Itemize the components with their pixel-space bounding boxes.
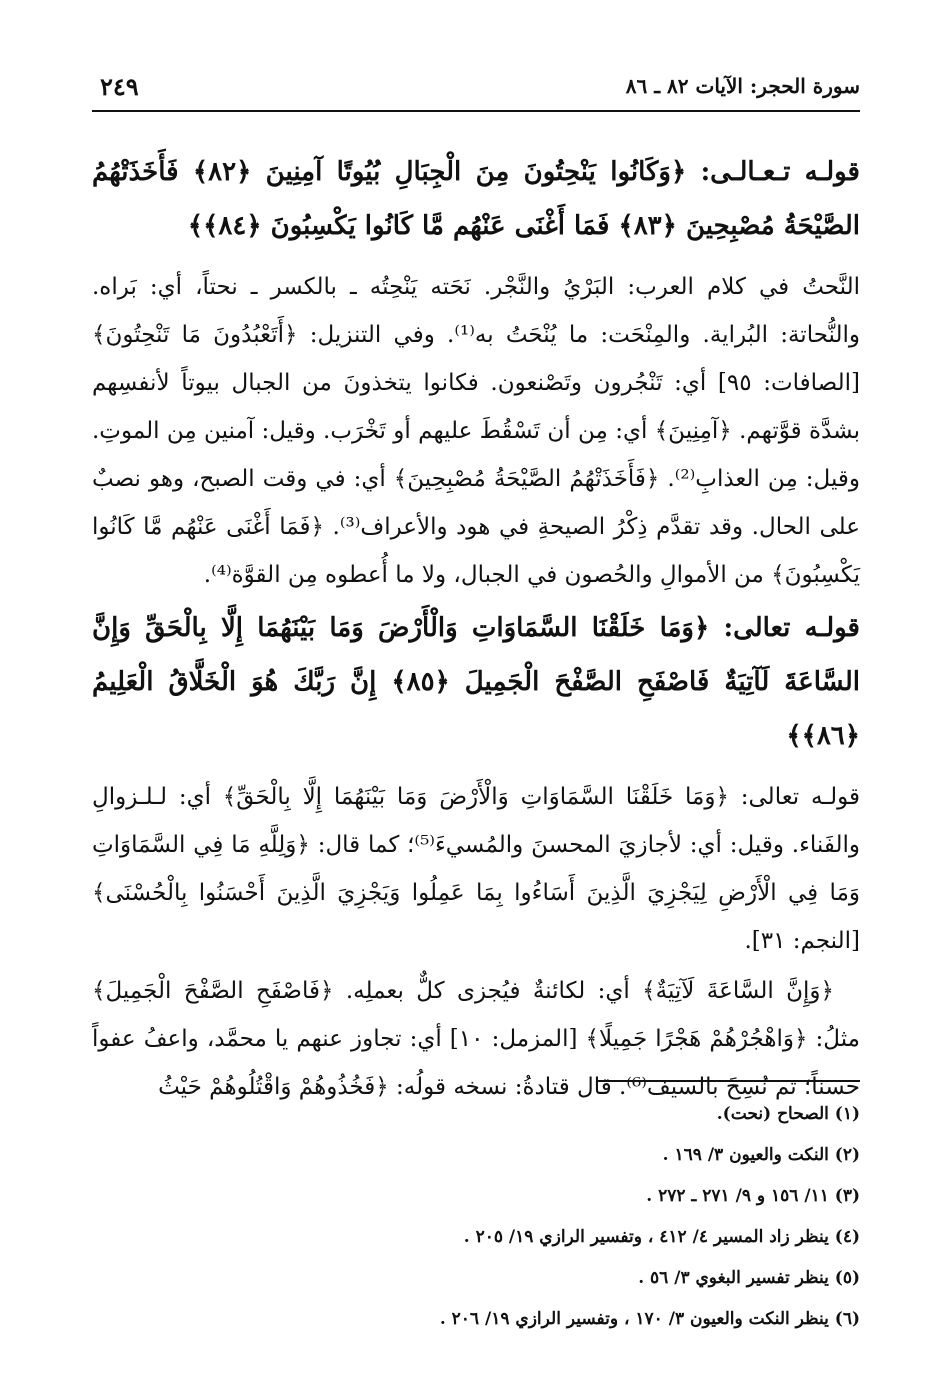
commentary-paragraph: النَّحتُ في كلام العرب: البَرْيُ والنَّجْر. نَحَته يَنْحِتُه ـ بالكسر ـ نحتاً، أي: بَراه. والنُّحاتة: البُراية. والمِنْحَت: ما يُنْحَتُ به⁽¹⁾. وفي التنزيل: ﴿أَتَعْبُدُونَ مَا تَنْحِتُونَ﴾ [الصافات: ٩٥] أي: تَنْجُرون وتَصْنعون. فكانوا يتخذونَ من الجبال بيوتاً لأنفسِهم بشدَّة قوَّتهم. ﴿آمِنِينَ﴾ أي: مِن أن تَسْقُطَ عليهم أو تَخْرَب. وقيل: آمنين مِن الموتِ. وقيل: مِن العذابِ⁽²⁾. ﴿فَأَخَذَتْهُمُ الصَّيْحَةُ مُصْبِحِينَ﴾ أي: في وقت الصبح، وهو نصبٌ على الحال. وقد تقدَّم ذِكْرُ الصيحةِ في هود والأعراف⁽³⁾. ﴿فَمَا أَغْنَى عَنْهُم مَّا كَانُوا يَكْسِبُونَ﴾ من الأموالِ والحُصون في الجبال، ولا ما أُعطوه مِن القوَّة⁽⁴⁾. <box>92 274 861 588</box>
footnote-item: (٦) ينظر النكت والعيون ٣/ ١٧٠ ، وتفسير الرازي ١٩/ ٢٠٦ . <box>439 1309 860 1329</box>
footnote-item: (٣) ١١/ ١٥٦ و ٩/ ٢٧١ ـ ٢٧٢ . <box>646 1186 860 1206</box>
verse-text: ﴿وَكَانُوا يَنْحِتُونَ مِنَ الْجِبَالِ بُيُوتًا آمِنِينَ ﴿٨٢﴾ فَأَخَذَتْهُمُ الصَّيْحَةُ مُصْبِحِينَ ﴿٨٣﴾ فَمَا أَغْنَى عَنْهُم مَّا كَانُوا يَكْسِبُونَ ﴿٨٤﴾﴾ <box>92 157 860 241</box>
footnote-item: (٥) ينظر تفسير البغوي ٣/ ٥٦ . <box>638 1268 860 1288</box>
verse-block-85-86 <box>92 601 860 763</box>
footnote-item: (٤) ينظر زاد المسير ٤/ ٤١٢ ، وتفسير الرازي ١٩/ ٢٠٥ . <box>463 1227 860 1247</box>
page-number: ٢٤٩ <box>100 72 139 101</box>
verse-text: ﴿وَمَا خَلَقْنَا السَّمَاوَاتِ وَالْأَرْضَ وَمَا بَيْنَهُمَا إِلَّا بِالْحَقِّ وَإِنَّ السَّاعَةَ لَآتِيَةٌ فَاصْفَحِ الصَّفْحَ الْجَمِيلَ ﴿٨٥﴾ إِنَّ رَبَّكَ هُوَ الْخَلَّاقُ الْعَلِيمُ ﴿٨٦﴾﴾ <box>92 613 860 751</box>
verse-block-82-84 <box>92 145 860 253</box>
verse-lead: قولـه تعالى: <box>723 613 860 643</box>
running-head: سورة الحجر: الآيات ٨٢ ـ ٨٦ <box>625 74 860 98</box>
footnote-item: (١) الصحاح (نحت). <box>716 1104 860 1124</box>
verse-lead: قولـه تـعـالـى: <box>700 157 860 187</box>
footnote-separator <box>598 1080 860 1082</box>
footnotes-list <box>92 1094 860 1340</box>
commentary-paragraph: قولـه تعالى: ﴿وَمَا خَلَقْنَا السَّمَاوَاتِ وَالْأَرْضَ وَمَا بَيْنَهُمَا إِلَّا بِالْحَقِّ﴾ أي: لـلـزوالِ والفَناء. وقيل: أي: لأجازيَ المحسنَ والمُسيءَ⁽⁵⁾؛ كما قال: ﴿وَلِلَّهِ مَا فِي السَّمَاوَاتِ وَمَا فِي الْأَرْضِ لِيَجْزِيَ الَّذِينَ أَسَاءُوا بِمَا عَمِلُوا وَيَجْزِيَ الَّذِينَ أَحْسَنُوا بِالْحُسْنَى﴾ [النجم: ٣١]. <box>92 784 860 954</box>
main-text <box>92 145 860 1113</box>
commentary-paragraph: ﴿وَإِنَّ السَّاعَةَ لَآتِيَةٌ﴾ أي: لكائنةٌ فيُجزى كلٌّ بعملِه. ﴿فَاصْفَحِ الصَّفْحَ الْجَمِيلَ﴾ مثلُ: ﴿وَاهْجُرْهُمْ هَجْرًا جَمِيلًا﴾ [المزمل: ١٠] أي: تجاوز عنهم يا محمَّد، واعفُ عفواً حسناً؛ ثم نُسِخَ بالسيف⁽⁶⁾. قال قتادةُ: نسخه قولُه: ﴿فَخُذُوهُمْ وَاقْتُلُوهُمْ حَيْثُ <box>92 978 860 1100</box>
page-header <box>92 70 860 112</box>
footnote-item: (٢) النكت والعيون ٣/ ١٦٩ . <box>662 1145 860 1165</box>
